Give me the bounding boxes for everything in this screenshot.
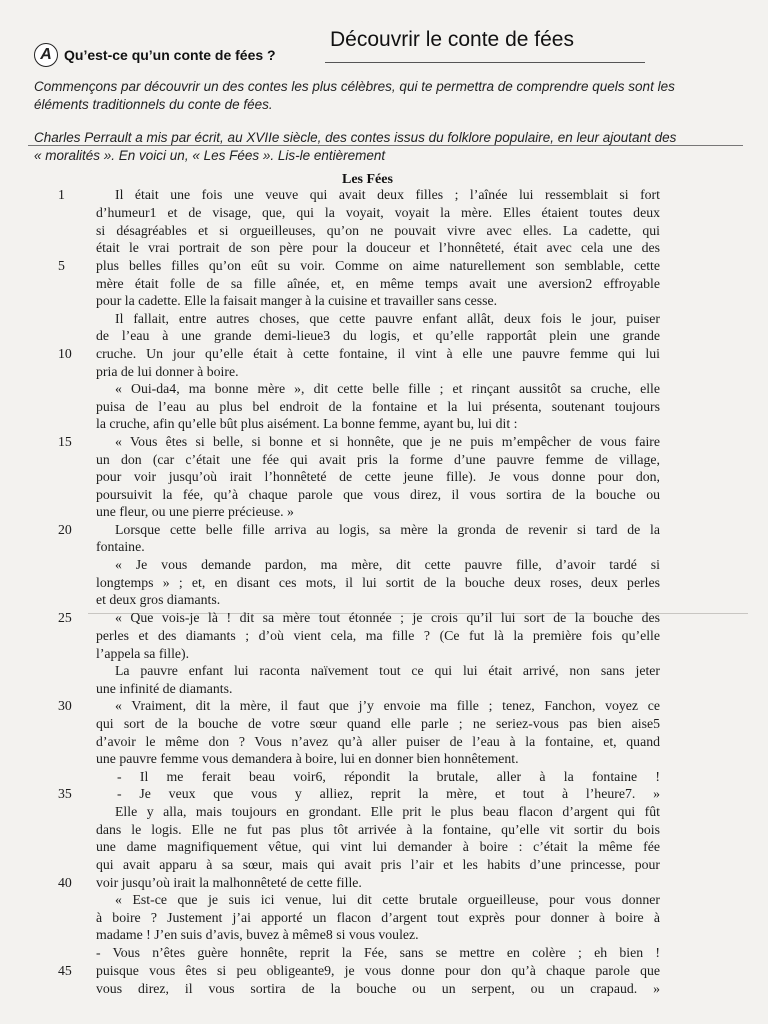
text-line: une dame magnifiquement vêtue, qui vint lui demander à boire : c’était la même fée (96, 839, 660, 854)
text-line: - Je veux que vous y alliez, reprit la mère, et tout à l’heure7. » (117, 786, 660, 801)
line-number: 45 (58, 963, 72, 978)
text-line: et deux gros diamants. (96, 592, 221, 607)
text-line: à boire ? Justement j’ai apporté un flacon d’argent tout exprès pour donner à boire à (96, 910, 660, 925)
text-line: une pauvre femme vous demandera à boire, lui en donner bien honnêtement. (96, 751, 519, 766)
text-line: « Vous êtes si belle, si bonne et si honnête, que je ne puis m’empêcher de vous faire (115, 434, 660, 449)
text-line: cruche. Un jour qu’elle était à cette fontaine, il vint à elle une pauvre femme qui lui (96, 346, 660, 361)
text-line: fontaine. (96, 539, 145, 554)
line-number: 5 (58, 258, 65, 273)
text-line: perles et des diamants ; d’où vient cela, ma fille ? (Ce fut là la première fois qu’elle (96, 628, 660, 643)
text-line: vous direz, il vous sortira de la bouche ou un serpent, ou un crapaud. » (96, 981, 660, 996)
text-line: était le vrai portrait de son père pour la douceur et l’honnêteté, était avec cela une des (96, 240, 660, 255)
text-line: d’avoir le même don ? Vous n’avez qu’à aller puiser de l’eau à la fontaine, et, quand (96, 734, 660, 749)
line-number: 20 (58, 522, 72, 537)
text-line: si désagréables et si orgueilleuses, qu’on ne pouvait vivre avec elles. La cadette, qui (96, 223, 660, 238)
intro-divider (28, 145, 743, 146)
text-line: puisa de l’eau au plus bel endroit de la fontaine et la lui présenta, soutenant toujours (96, 399, 660, 414)
story-title: Les Fées (342, 172, 393, 187)
line-number: 25 (58, 610, 72, 625)
text-line: l’appela sa fille). (96, 646, 190, 661)
text-line: « Est-ce que je suis ici venue, lui dit cette brutale orgueilleuse, pour vous donner (115, 892, 660, 907)
text-line: pour voir jusqu’où irait l’honnêteté de cette jeune fille). Je vous donne pour don, (96, 469, 660, 484)
text-line: La pauvre enfant lui raconta naïvement tout ce qui lui était arrivé, non sans jeter (115, 663, 660, 678)
line-number: 10 (58, 346, 72, 361)
text-line: d’humeur1 et de visage, que, qui la voyait, voyait la mère. Elles étaient toutes deux (96, 205, 660, 220)
text-line: Il était une fois une veuve qui avait deux filles ; l’aînée lui ressemblait si fort (115, 187, 660, 202)
text-line: de l’eau à une grande demi-lieue3 du logis, et qu’elle rapportât plein une grande (96, 328, 660, 343)
line-number: 15 (58, 434, 72, 449)
text-line: plus belles filles qu’on eût su voir. Comme on aime naturellement son semblable, cette (96, 258, 660, 273)
text-line: qui avait apparu à sa sœur, mais qui avait pris l’air et les habits d’une princesse, pour (96, 857, 660, 872)
text-line: la cruche, afin qu’elle bût plus aisément. La bonne femme, ayant bu, lui dit : (96, 416, 518, 431)
text-line: « Je vous demande pardon, ma mère, dit cette pauvre fille, d’avoir tardé si (115, 557, 660, 572)
intro-instruction: Charles Perrault a mis par écrit, au XVIIe siècle, des contes issus du folklore populaire, en leur ajoutant des « moralités ». En voici un, « Les Fées ». Lis-le entièrement (34, 130, 677, 163)
intro-paragraph: Commençons par découvrir un des contes les plus célèbres, qui te permettra de comprendre quels sont les éléments traditionnels du conte de fées. (34, 79, 675, 112)
text-line: - Vous n’êtes guère honnête, reprit la Fée, sans se mettre en colère ; eh bien ! (96, 945, 660, 960)
section-badge: A (34, 43, 58, 67)
text-line: madame ! J’en suis d’avis, buvez à même8 si vous voulez. (96, 927, 419, 942)
text-line: pria de lui donner à boire. (96, 364, 239, 379)
line-number: 30 (58, 698, 72, 713)
text-line: « Vraiment, dit la mère, il faut que j’y envoie ma fille ; tenez, Fanchon, voyez ce (115, 698, 660, 713)
page-title: Découvrir le conte de fées (330, 28, 574, 51)
text-line: « Oui-da4, ma bonne mère », dit cette belle fille ; et rinçant aussitôt sa cruche, elle (115, 381, 660, 396)
text-line: poursuivit la fée, qu’à chaque parole que vous direz, il vous sortira de la bouche ou (96, 487, 660, 502)
text-line: puisque vous êtes si peu obligeante9, je vous donne pour don qu’à chaque parole que (96, 963, 660, 978)
text-line: pour la cadette. Elle la faisait manger à la cuisine et travailler sans cesse. (96, 293, 498, 308)
text-line: Elle y alla, mais toujours en grondant. Elle prit le plus beau flacon d’argent qui fût (115, 804, 660, 819)
text-line: Lorsque cette belle fille arriva au logis, sa mère la gronda de revenir si tard de la (115, 522, 660, 537)
text-line: qui sort de la bouche de votre sœur quand elle parle ; ne seriez-vous pas bien aise5 (96, 716, 660, 731)
text-line: voir jusqu’où irait la malhonnêteté de cette fille. (96, 875, 362, 890)
title-underline (325, 62, 645, 63)
text-line: dans le logis. Elle ne fut pas plus tôt arrivée à la fontaine, qu’elle vit sortir du bois (96, 822, 660, 837)
text-line: mère était folle de sa fille aînée, et, en même temps avait une aversion2 effroyable (96, 276, 660, 291)
text-line: « Que vois-je là ! dit sa mère tout étonnée ; je crois qu’il lui sort de la bouche des (115, 610, 660, 625)
line-number: 1 (58, 187, 65, 202)
line-number: 40 (58, 875, 72, 890)
section-title: Qu’est-ce qu’un conte de fées ? (64, 47, 276, 63)
text-line: Il fallait, entre autres choses, que cette pauvre enfant allât, deux fois le jour, puiser (115, 311, 660, 326)
text-line: une infinité de diamants. (96, 681, 233, 696)
text-line: une fleur, ou une pierre précieuse. » (96, 504, 294, 519)
line-number: 35 (58, 786, 72, 801)
text-line: un don (car c’était une fée qui avait pris la forme d’une pauvre femme de village, (96, 452, 660, 467)
text-line: - Il me ferait beau voir6, répondit la brutale, aller à la fontaine ! (117, 769, 660, 784)
text-line: longtemps » ; et, en disant ces mots, il lui sortit de la bouche deux roses, deux perles (96, 575, 660, 590)
